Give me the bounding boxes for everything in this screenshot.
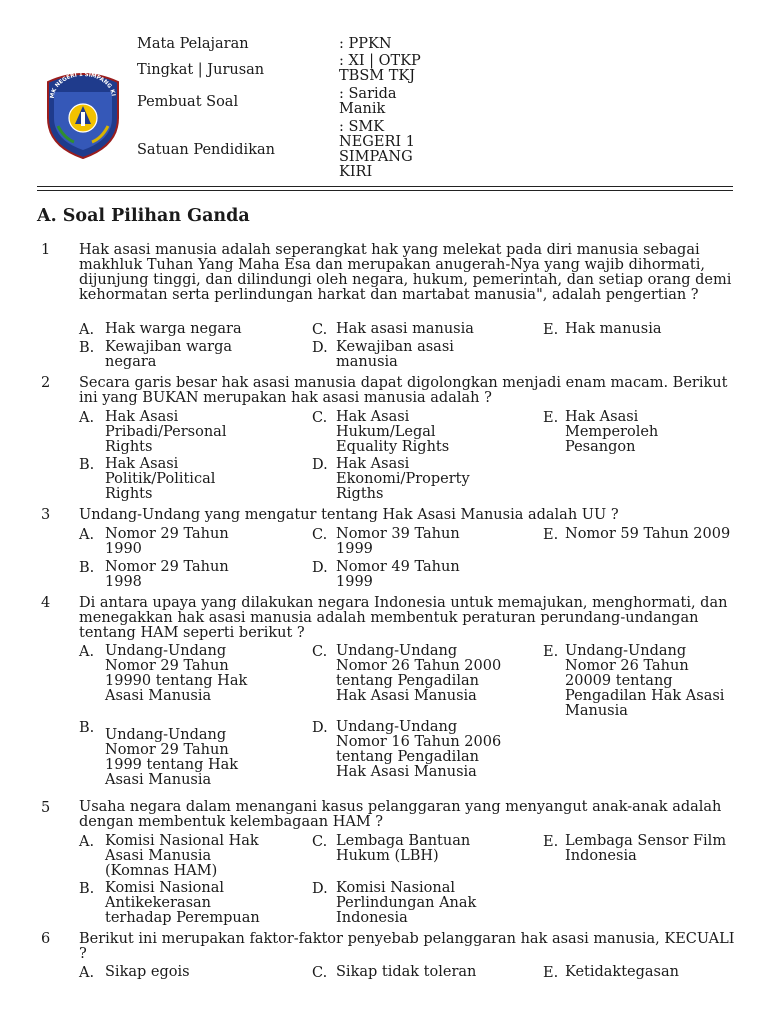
subject-value: : PPKN bbox=[339, 36, 392, 52]
option-letter: A. bbox=[79, 965, 95, 981]
option-letter: B. bbox=[79, 560, 95, 576]
question-text: Berikut ini merupakan faktor-faktor penyebab pelanggaran hak asasi manusia, KECUALI ? bbox=[79, 931, 735, 962]
option-text[interactable]: Hak warga negara bbox=[105, 321, 242, 337]
option-text[interactable]: Hak Asasi Ekonomi/Property Rigths bbox=[336, 456, 470, 502]
option-letter: C. bbox=[312, 965, 328, 981]
option-text[interactable]: Hak asasi manusia bbox=[336, 321, 474, 337]
option-text[interactable]: Komisi Nasional Hak Asasi Manusia (Komnas HAM) bbox=[105, 833, 259, 879]
header-divider-top bbox=[37, 186, 733, 187]
option-text[interactable]: Lembaga Bantuan Hukum (LBH) bbox=[336, 833, 471, 864]
question-number: 5 bbox=[41, 800, 51, 816]
option-letter: E. bbox=[543, 834, 559, 850]
option-letter: D. bbox=[312, 340, 328, 356]
section-title: A. Soal Pilihan Ganda bbox=[37, 206, 250, 226]
option-text[interactable]: Nomor 29 Tahun 1990 bbox=[105, 526, 229, 557]
question-number: 6 bbox=[41, 931, 51, 947]
option-text[interactable]: Hak Asasi Politik/Political Rights bbox=[105, 456, 216, 502]
option-letter: D. bbox=[312, 457, 328, 473]
option-letter: B. bbox=[79, 720, 95, 736]
option-text[interactable]: Komisi Nasional Perlindungan Anak Indonesia bbox=[336, 880, 477, 926]
option-text[interactable]: Kewajiban warga negara bbox=[105, 339, 233, 370]
school-label: Satuan Pendidikan bbox=[137, 142, 275, 158]
school-logo bbox=[44, 68, 122, 160]
option-text[interactable]: Undang-Undang Nomor 26 Tahun 20009 tentang Pengadilan Hak Asasi Manusia bbox=[565, 643, 725, 719]
author-label: Pembuat Soal bbox=[137, 94, 239, 110]
option-letter: E. bbox=[543, 965, 559, 981]
option-letter: E. bbox=[543, 410, 559, 426]
option-text[interactable]: Undang-Undang Nomor 29 Tahun 1999 tentang Hak Asasi Manusia bbox=[105, 727, 239, 788]
subject-label: Mata Pelajaran bbox=[137, 36, 249, 52]
option-letter: C. bbox=[312, 834, 328, 850]
option-letter: A. bbox=[79, 322, 95, 338]
option-letter: C. bbox=[312, 322, 328, 338]
header-divider-bottom bbox=[37, 190, 733, 191]
option-text[interactable]: Undang-Undang Nomor 26 Tahun 2000 tentang Pengadilan Hak Asasi Manusia bbox=[336, 643, 502, 704]
grade-major-label: Tingkat | Jurusan bbox=[137, 62, 265, 78]
option-letter: A. bbox=[79, 410, 95, 426]
option-letter: E. bbox=[543, 527, 559, 543]
option-text[interactable]: Nomor 39 Tahun 1999 bbox=[336, 526, 460, 557]
option-text[interactable]: Sikap egois bbox=[105, 964, 190, 980]
option-text[interactable]: Sikap tidak toleran bbox=[336, 964, 477, 980]
option-letter: A. bbox=[79, 644, 95, 660]
grade-major-value: : XI | OTKP TBSM TKJ bbox=[339, 53, 421, 84]
question-text: Usaha negara dalam menangani kasus pelanggaran yang menyangut anak-anak adalah dengan membentuk kelembagaan HAM ? bbox=[79, 799, 722, 830]
question-text: Undang-Undang yang mengatur tentang Hak Asasi Manusia adalah UU ? bbox=[79, 507, 619, 523]
option-letter: E. bbox=[543, 644, 559, 660]
question-number: 2 bbox=[41, 375, 51, 391]
option-text[interactable]: Nomor 29 Tahun 1998 bbox=[105, 559, 229, 590]
option-text[interactable]: Undang-Undang Nomor 16 Tahun 2006 tentang Pengadilan Hak Asasi Manusia bbox=[336, 719, 502, 780]
option-text[interactable]: Lembaga Sensor Film Indonesia bbox=[565, 833, 727, 864]
logo-text: MK NEGERI 1 SIMPANG KI bbox=[49, 71, 116, 99]
option-letter: C. bbox=[312, 644, 328, 660]
option-letter: B. bbox=[79, 881, 95, 897]
option-letter: C. bbox=[312, 410, 328, 426]
question-text: Hak asasi manusia adalah seperangkat hak yang melekat pada diri manusia sebagai makhluk Tuhan Yang Maha Esa dan merupakan anugerah-Nya yang wajib dihormati, dijunjung tinggi, dan dilindungi oleh negara, hukum, pemerintah, dan setiap orang demi kehormatan serta perlindungan harkat dan martabat manusia", adalah pengertian ? bbox=[79, 242, 732, 303]
question-text: Secara garis besar hak asasi manusia dapat digolongkan menjadi enam macam. Berikut ini yang BUKAN merupakan hak asasi manusia adalah ? bbox=[79, 375, 728, 406]
question-text: Di antara upaya yang dilakukan negara Indonesia untuk memajukan, menghormati, dan menegakkan hak asasi manusia adalah membentuk peraturan perundang-undangan tentang HAM seperti berikut ? bbox=[79, 595, 728, 641]
question-number: 4 bbox=[41, 595, 51, 611]
option-letter: D. bbox=[312, 720, 328, 736]
option-letter: E. bbox=[543, 322, 559, 338]
option-text[interactable]: Hak Asasi Hukum/Legal Equality Rights bbox=[336, 409, 450, 455]
option-letter: B. bbox=[79, 457, 95, 473]
question-number: 3 bbox=[41, 507, 51, 523]
question-number: 1 bbox=[41, 242, 51, 258]
option-text[interactable]: Kewajiban asasi manusia bbox=[336, 339, 454, 370]
option-text[interactable]: Nomor 59 Tahun 2009 bbox=[565, 526, 731, 542]
option-text[interactable]: Komisi Nasional Antikekerasan terhadap Perempuan bbox=[105, 880, 260, 926]
option-letter: A. bbox=[79, 527, 95, 543]
school-value: : SMK NEGERI 1 SIMPANG KIRI bbox=[339, 119, 415, 180]
option-letter: A. bbox=[79, 834, 95, 850]
option-text[interactable]: Hak manusia bbox=[565, 321, 662, 337]
option-letter: C. bbox=[312, 527, 328, 543]
option-text[interactable]: Nomor 49 Tahun 1999 bbox=[336, 559, 460, 590]
option-letter: D. bbox=[312, 881, 328, 897]
option-text[interactable]: Ketidaktegasan bbox=[565, 964, 679, 980]
option-text[interactable]: Undang-Undang Nomor 29 Tahun 19990 tentang Hak Asasi Manusia bbox=[105, 643, 248, 704]
option-text[interactable]: Hak Asasi Pribadi/Personal Rights bbox=[105, 409, 227, 455]
option-letter: B. bbox=[79, 340, 95, 356]
option-letter: D. bbox=[312, 560, 328, 576]
author-value: : Sarida Manik bbox=[339, 86, 397, 117]
option-text[interactable]: Hak Asasi Memperoleh Pesangon bbox=[565, 409, 659, 455]
